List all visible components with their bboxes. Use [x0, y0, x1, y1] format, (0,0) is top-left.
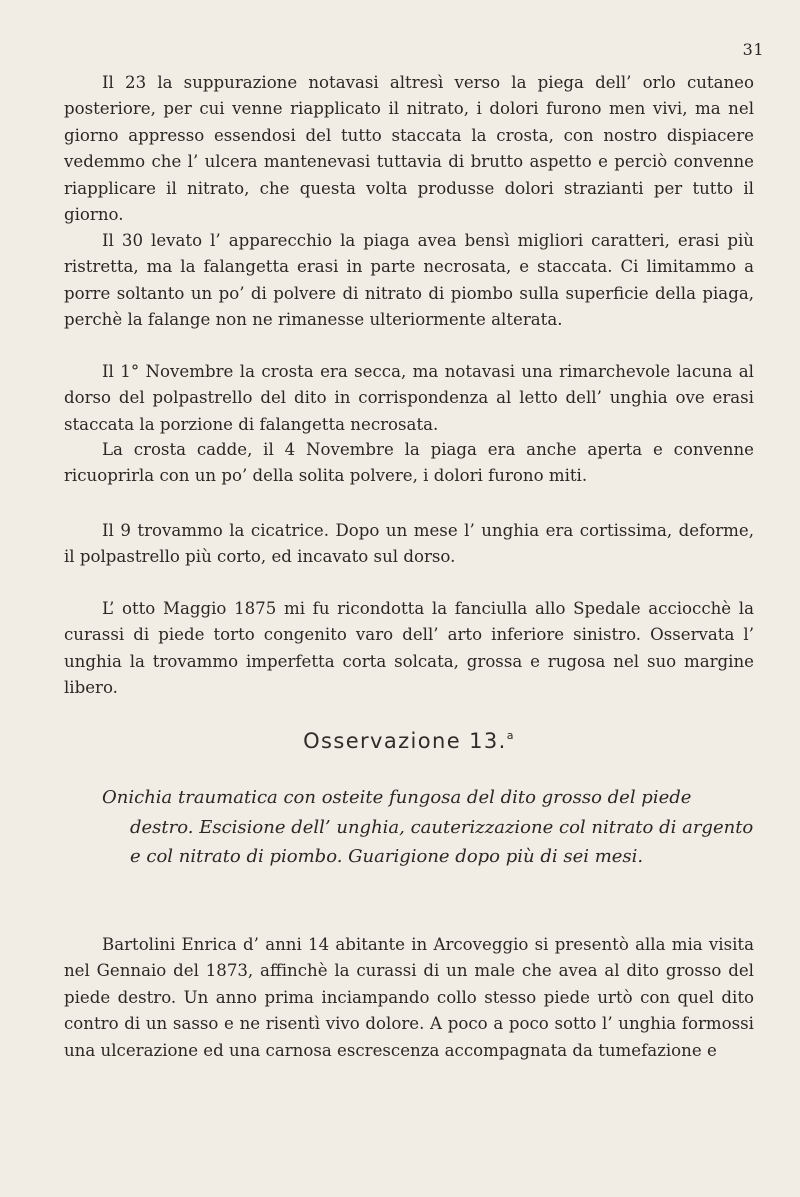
observation-subtitle-first-line: Onichia traumatica con osteite fungosa del dito grosso del piede — [102, 787, 692, 808]
page-number: 31 — [742, 40, 764, 59]
observation-heading — [64, 729, 754, 753]
paragraph-day-23: Il 23 la suppurazione notavasi altresì verso la piega dell’ orlo cutaneo posteriore, per cui venne riapplicato il nitrato, i dolori furono men vivi, ma nel giorno appresso essendosi del tutto staccata la crosta, con nostro dispiacere vedemmo che l’ ulcera mantenevasi tuttavia di brutto aspetto e perciò convenne riapplicare il nitrato, che questa volta produsse dolori strazianti per tutto il giorno. — [64, 73, 754, 225]
observation-subtitle-continuation: destro. Escisione dell’ unghia, cauterizzazione col nitrato di argento e col nitrato di piombo. Guarigione dopo più di sei mesi. — [130, 816, 754, 867]
observation-heading-text: Osservazione 13. — [303, 729, 507, 753]
paragraph-may-1875: L’ otto Maggio 1875 mi fu ricondotta la fanciulla allo Spedale acciocchè la curassi di piede torto congenito varo dell’ arto inferiore sinistro. Osservata l’ unghia la trovammo imperfetta corta solcata, grossa e rugosa nel suo margine libero. — [64, 599, 754, 698]
paragraph-day-9: Il 9 trovammo la cicatrice. Dopo un mese l’ unghia era cortissima, deforme, il polpastrello più corto, ed incavato sul dorso. — [64, 521, 754, 567]
paragraph-day-30: Il 30 levato l’ apparecchio la piaga avea bensì migliori caratteri, erasi più ristretta, ma la falangetta erasi in parte necrosata, e staccata. Ci limitammo a porre soltanto un po’ di polvere di nitrato di piombo sulla superficie della piaga, perchè la falange non ne rimanesse ulteriormente alterata. — [64, 231, 754, 330]
observation-subtitle — [64, 783, 754, 872]
paragraph-november-4: La crosta cadde, il 4 Novembre la piaga era anche aperta e convenne ricuoprirla con un po’ della solita polvere, i dolori furono miti. — [64, 440, 754, 486]
paragraph-november-1: Il 1° Novembre la crosta era secca, ma notavasi una rimarchevole lacuna al dorso del polpastrello del dito in corrispondenza al letto dell’ unghia ove erasi staccata la porzione di falangetta necrosata. — [64, 362, 754, 434]
paragraph-case-history: Bartolini Enrica d’ anni 14 abitante in Arcoveggio si presentò alla mia visita nel Gennaio del 1873, affinchè la curassi di un male che avea al dito grosso del piede destro. Un anno prima inciampando collo stesso piede urtò con quel dito contro di un sasso e ne risentì vivo dolore. A poco a poco sotto l’ unghia formossi una ulcerazione ed una carnosa escrescenza accompagnata da tumefazione e — [64, 935, 754, 1060]
observation-heading-ordinal: a — [506, 729, 515, 742]
